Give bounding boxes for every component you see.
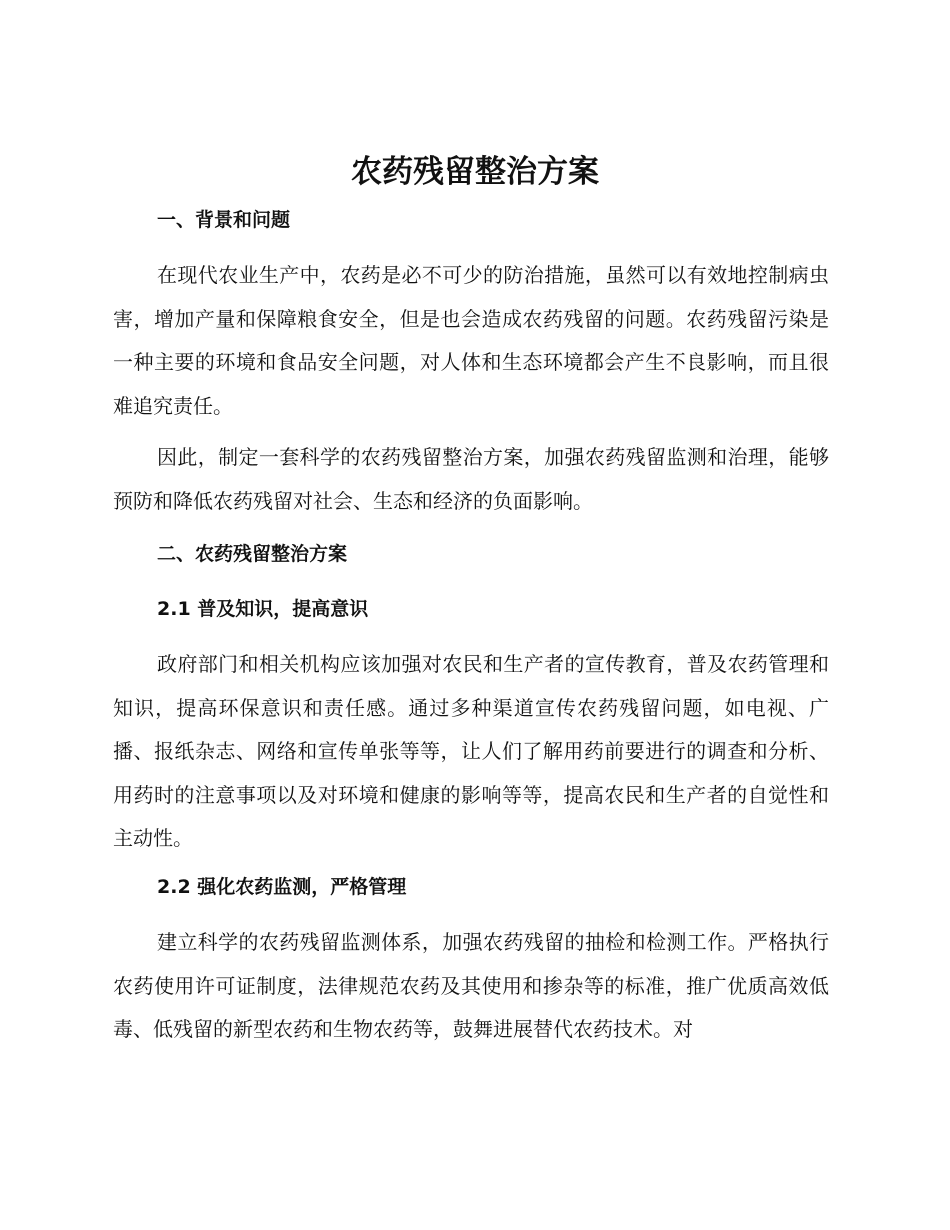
subsection-heading-knowledge: 2.1 普及知识，提高意识 [157,598,369,620]
paragraph-background: 在现代农业生产中，农药是必不可少的防治措施，虽然可以有效地控制病虫害，增加产量和保障粮食安全，但是也会造成农药残留的问题。农药残留污染是一种主要的环境和食品安全问题，对人体和生态环境都会产生不良影响，而且很难追究责任。 [113,263,829,418]
paragraph-knowledge: 政府部门和相关机构应该加强对农民和生产者的宣传教育，普及农药管理和知识，提高环保意识和责任感。通过多种渠道宣传农药残留问题，如电视、广播、报纸杂志、网络和宣传单张等等，让人们了解用药前要进行的调查和分析、用药时的注意事项以及对环境和健康的影响等等，提高农民和生产者的自觉性和主动性。 [113,652,829,850]
section-heading-background: 一、背景和问题 [157,209,291,231]
subsection-heading-monitoring: 2.2 强化农药监测，严格管理 [157,876,407,898]
section-heading-plan: 二、农药残留整治方案 [157,543,348,565]
paragraph-conclusion: 因此，制定一套科学的农药残留整治方案，加强农药残留监测和治理，能够预防和降低农药残留对社会、生态和经济的负面影响。 [113,445,829,513]
paragraph-monitoring: 建立科学的农药残留监测体系，加强农药残留的抽检和检测工作。严格执行农药使用许可证制度，法律规范农药及其使用和掺杂等的标准，推广优质高效低毒、低残留的新型农药和生物农药等，鼓舞进展替代农药技术。对 [113,930,829,1041]
document-title: 农药残留整治方案 [351,154,599,190]
